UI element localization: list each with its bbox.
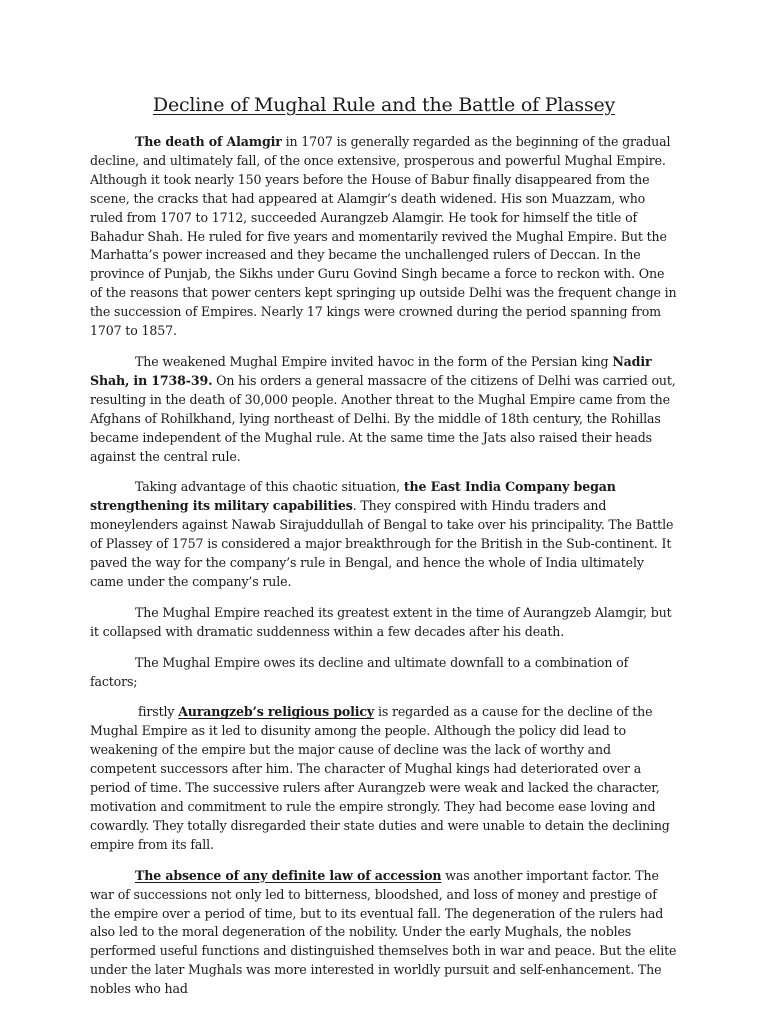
paragraph-6-emphasis: Aurangzeb’s religious policy: [178, 704, 375, 720]
paragraph-2-text-after: On his orders a general massacre of the citizens of Delhi was carried out, resulting in the death of 30,000 people. Another threat to the Mughal Empire came from the Afghans of Rohilkhand, lying northeast of Delhi. By the middle of 18th century, the Rohillas became independent of the Mughal rule. At the same time the Jats also raised their heads against the central rule.: [90, 372, 676, 464]
document-body: [90, 133, 678, 1011]
paragraph-2-bold: Nadir Shah, in 1738-39.: [90, 353, 652, 388]
paragraph-2-text-before: The weakened Mughal Empire invited havoc in the form of the Persian king: [135, 353, 613, 369]
paragraph-1: [90, 133, 678, 341]
paragraph-1-lead: The death of Alamgir: [135, 134, 282, 149]
paragraph-6-text-before: firstly: [138, 704, 179, 720]
paragraph-4: [90, 604, 678, 642]
paragraph-5: [90, 654, 678, 692]
paragraph-5-text: The Mughal Empire owes its decline and ultimate downfall to a combination of factors;: [90, 654, 629, 689]
paragraph-2: [90, 353, 678, 466]
paragraph-7-emphasis: The absence of any definite law of accession: [135, 867, 442, 883]
paragraph-3-text-after: . They conspired with Hindu traders and moneylenders against Nawab Sirajuddullah of Bengal to take over his principality. The Battle of Plassey of 1757 is considered a major breakthrough for the British in the Sub-continent. It paved the way for the company’s rule in Bengal, and hence the whole of India ultimately came under the company’s rule.: [90, 498, 674, 589]
paragraph-1-text: in 1707 is generally regarded as the beginning of the gradual decline, and ultimately fall, of the once extensive, prosperous and powerful Mughal Empire. Although it took nearly 150 years before the House of Babur finally disappeared from the scene, the cracks that had appeared at Alamgir’s death widened. His son Muazzam, who ruled from 1707 to 1712, succeeded Aurangzeb Alamgir. He took for himself the title of Bahadur Shah. He ruled for five years and momentarily revived the Mughal Empire. But the Marhatta’s power increased and they became the unchallenged rulers of Deccan. In the province of Punjab, the Sikhs under Guru Govind Singh became a force to reckon with. One of the reasons that power centers kept springing up outside Delhi was the frequent change in the succession of Empires. Nearly 17 kings were crowned during the period spanning from 1707 to 1857.: [90, 134, 677, 339]
paragraph-3-bold: the East India Company began strengthening its military capabilities: [90, 479, 616, 514]
paragraph-6-text-after: is regarded as a cause for the decline of the Mughal Empire as it led to disunity among the people. Although the policy did lead to weakening of the empire but the major cause of decline was the lack of worthy and competent successors after him. The character of Mughal kings had deteriorated over a period of time. The successive rulers after Aurangzeb were weak and lacked the character, motivation and commitment to rule the empire strongly. They had become ease loving and cowardly. They totally disregarded their state duties and were unable to detain the declining empire from its fall.: [90, 704, 670, 852]
paragraph-7-text-after: was another important factor. The war of successions not only led to bitterness, bloodshed, and loss of money and prestige of the empire over a period of time, but to its eventual fall. The degeneration of the rulers had also led to the moral degeneration of the nobility. Under the early Mughals, the nobles performed useful functions and distinguished themselves both in war and peace. But the elite under the later Mughals was more interested in worldly pursuit and self-enhancement. The nobles who had: [90, 867, 677, 997]
paragraph-4-text: The Mughal Empire reached its greatest extent in the time of Aurangzeb Alamgir, but it collapsed with dramatic suddenness within a few decades after his death.: [90, 604, 672, 639]
paragraph-3-text-before: Taking advantage of this chaotic situation,: [135, 479, 404, 495]
page-title: Decline of Mughal Rule and the Battle of Plassey: [152, 94, 616, 116]
paragraph-6: [90, 703, 678, 854]
paragraph-7: [90, 867, 678, 999]
paragraph-3: [90, 478, 678, 591]
